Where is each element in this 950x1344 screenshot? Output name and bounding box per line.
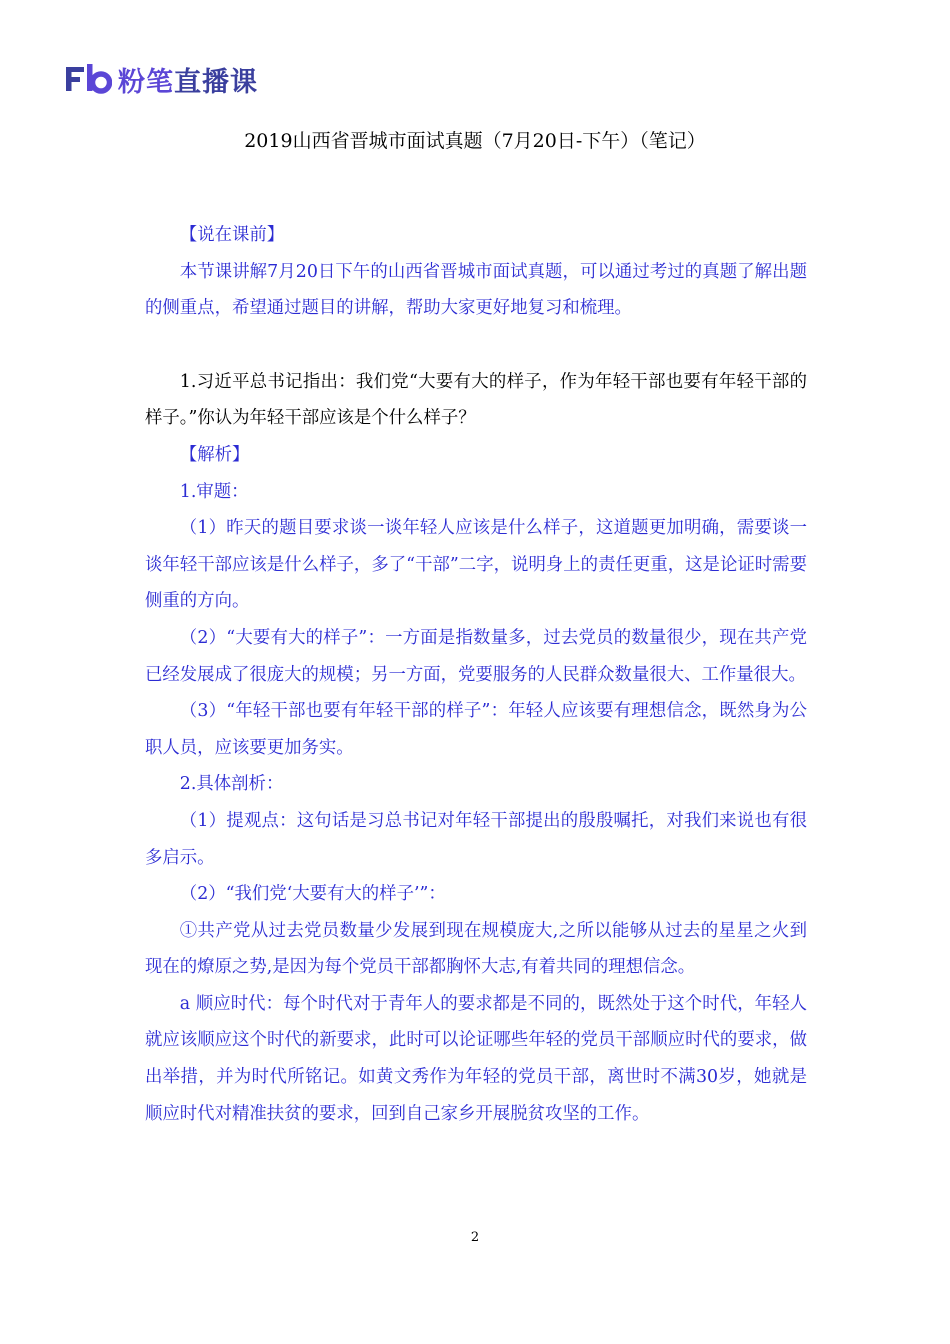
document-title: 2019山西省晋城市面试真题（7月20日-下午）（笔记） (244, 130, 706, 152)
paragraph: 【解析】 (179, 444, 250, 465)
paragraph: 1.习近平总书记指出：我们党“大要有大的样子，作为年轻干部也要有年轻干部的样子。”你认为年轻干部应该是个什么样子？ (145, 371, 807, 429)
brand-logo (66, 62, 258, 96)
document-body (145, 217, 807, 1132)
paragraph: 2.具体剖析： (179, 774, 284, 795)
paragraph: （2）“大要有大的样子”：一方面是指数量多，过去党员的数量很少，现在共产党已经发展成了很庞大的规模；另一方面，党要服务的人民群众数量很大、工作量很大。 (145, 627, 807, 685)
page-number: 2 (470, 1230, 480, 1245)
brand-name-rest: 直播课 (174, 66, 258, 98)
paragraph: a 顺应时代：每个时代对于青年人的要求都是不同的，既然处于这个时代，年轻人就应该顺应这个时代的新要求，此时可以论证哪些年轻的党员干部顺应时代的要求，做出举措，并为时代所铭记。如黄文秀作为年轻的党员干部，离世时不满30岁，她就是顺应时代对精准扶贫的要求，回到自己家乡开展脱贫攻坚的工作。 (145, 993, 807, 1124)
paragraph: 本节课讲解7月20日下午的山西省晋城市面试真题，可以通过考过的真题了解出题的侧重点，希望通过题目的讲解，帮助大家更好地复习和梳理。 (145, 261, 807, 319)
paragraph: （2）“我们党‘大要有大的样子’”： (179, 884, 446, 905)
paragraph: 1.审题： (179, 481, 249, 502)
paragraph: ①共产党从过去党员数量少发展到现在规模庞大,之所以能够从过去的星星之火到现在的燎原之势,是因为每个党员干部都胸怀大志,有着共同的理想信念。 (145, 920, 807, 978)
paragraph: （3）“年轻干部也要有年轻干部的样子”：年轻人应该要有理想信念，既然身为公职人员，应该要更加务实。 (145, 701, 807, 758)
brand-name-accent: 粉笔 (118, 66, 174, 98)
fb-logo-icon (66, 64, 112, 94)
brand-name (118, 60, 258, 99)
paragraph-gap (145, 327, 807, 364)
paragraph: （1）昨天的题目要求谈一谈年轻人应该是什么样子，这道题更加明确，需要谈一谈年轻干部应该是什么样子，多了“干部”二字，说明身上的责任更重，这是论证时需要侧重的方向。 (145, 518, 807, 612)
paragraph: （1）提观点：这句话是习总书记对年轻干部提出的殷殷嘱托，对我们来说也有很多启示。 (145, 810, 807, 868)
paragraph: 【说在课前】 (179, 225, 285, 245)
